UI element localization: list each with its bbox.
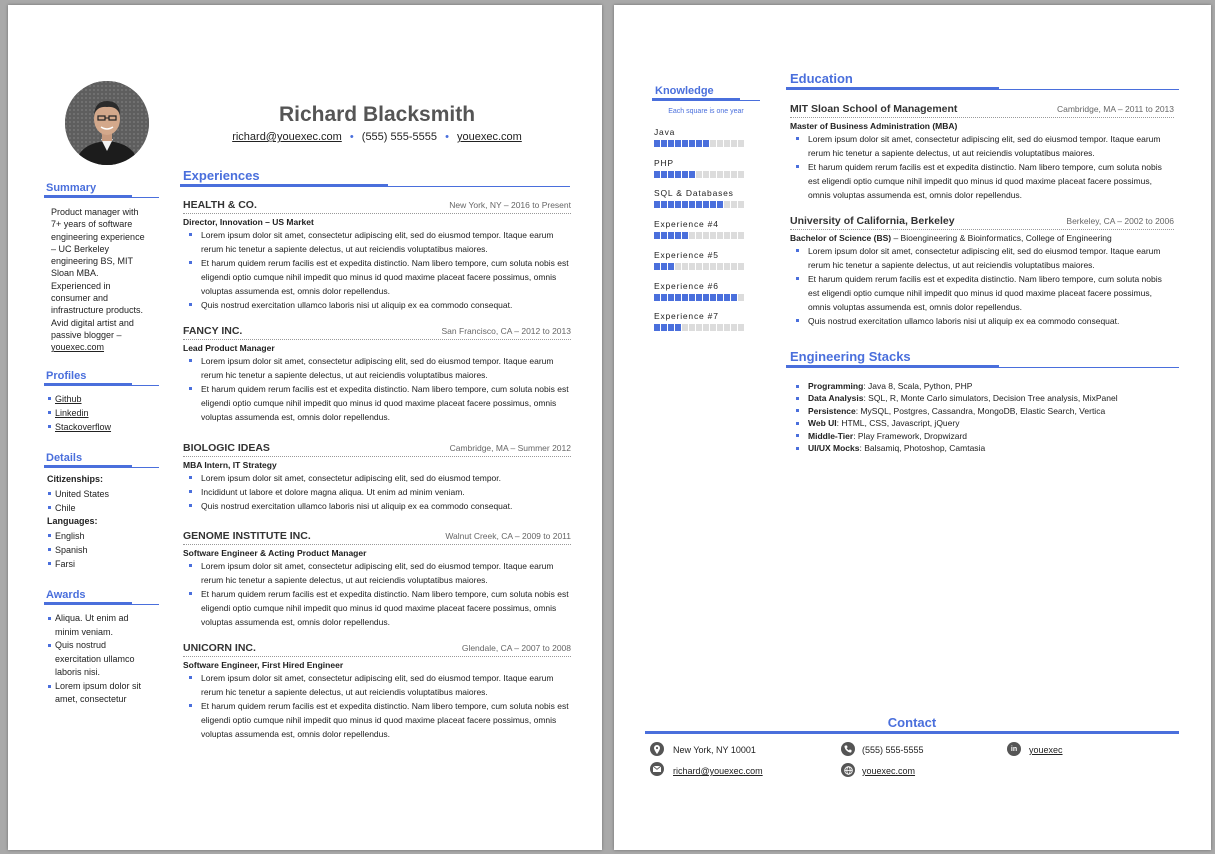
summary-website-link[interactable]: youexec.com bbox=[51, 342, 105, 353]
skill-year-filled bbox=[654, 324, 660, 331]
degree: Bachelor of Science (BS) – Bioengineering & Bioinformatics, College of Engineering bbox=[790, 233, 1112, 243]
skill-year-filled bbox=[661, 232, 667, 239]
summary-rule-thin bbox=[44, 197, 159, 198]
skill-year-filled bbox=[703, 140, 709, 147]
job-bullet: Quis nostrud exercitation ullamco laboris nisi ut aliquip ex ea commodo consequat. bbox=[183, 298, 571, 312]
skill-year-empty bbox=[696, 232, 702, 239]
degree: Master of Business Administration (MBA) bbox=[790, 121, 958, 131]
skill-year-filled bbox=[675, 201, 681, 208]
job-bullet: Lorem ipsum dolor sit amet, consectetur adipiscing elit, sed do eiusmod tempor. Itaque earum rerum hic tenetur a sapiente delectus, ut aut reiciendis voluptatibus maiores. bbox=[183, 559, 571, 587]
skill-entry bbox=[654, 281, 764, 301]
skill-year-empty bbox=[696, 263, 702, 270]
stack-item: Programming: Java 8, Scala, Python, PHP bbox=[786, 380, 1176, 392]
skill-year-empty bbox=[717, 140, 723, 147]
skill-year-filled bbox=[668, 140, 674, 147]
education-bullet: Lorem ipsum dolor sit amet, consectetur adipiscing elit, sed do eiusmod tempor. Itaque earum rerum hic tenetur a sapiente delectus, ut aut reiciendis voluptatibus maiores. bbox=[790, 244, 1174, 272]
skill-year-filled bbox=[661, 140, 667, 147]
job-bullet: Lorem ipsum dolor sit amet, consectetur adipiscing elit, sed do eiusmod tempor. Itaque earum rerum hic tenetur a sapiente delectus, ut aut reiciendis voluptatibus maiores. bbox=[183, 354, 571, 382]
job-role: Lead Product Manager bbox=[183, 343, 275, 353]
job-meta: New York, NY – 2016 to Present bbox=[449, 200, 571, 210]
header-separator: • bbox=[445, 131, 449, 143]
experiences-heading: Experiences bbox=[183, 168, 260, 183]
citizenship-item: United States bbox=[48, 487, 109, 501]
skill-year-filled bbox=[696, 201, 702, 208]
skill-year-empty bbox=[717, 263, 723, 270]
job-meta: San Francisco, CA – 2012 to 2013 bbox=[441, 326, 571, 336]
skill-year-empty bbox=[731, 324, 737, 331]
languages-label: Languages: bbox=[47, 516, 98, 526]
contact-rule bbox=[645, 731, 1179, 734]
skill-year-empty bbox=[710, 324, 716, 331]
knowledge-note: Each square is one year bbox=[668, 108, 744, 115]
job-company: GENOME INSTITUTE INC. bbox=[183, 530, 311, 542]
skill-year-filled bbox=[682, 232, 688, 239]
contact-address: New York, NY 10001 bbox=[673, 745, 756, 755]
profile-link-linkedin[interactable]: Linkedin bbox=[48, 406, 111, 420]
job-role: Director, Innovation – US Market bbox=[183, 217, 314, 227]
summary-heading: Summary bbox=[46, 182, 97, 194]
skill-year-filled bbox=[661, 201, 667, 208]
skill-bar bbox=[654, 232, 764, 239]
skill-name: SQL & Databases bbox=[654, 188, 734, 199]
skill-year-filled bbox=[661, 294, 667, 301]
globe-icon bbox=[841, 763, 855, 777]
skill-year-empty bbox=[738, 294, 744, 301]
knowledge-heading: Knowledge bbox=[655, 85, 714, 97]
skill-year-empty bbox=[717, 324, 723, 331]
skill-year-filled bbox=[717, 294, 723, 301]
contact-phone: (555) 555-5555 bbox=[862, 745, 924, 755]
stack-item: UI/UX Mocks: Balsamiq, Photoshop, Camtasia bbox=[786, 442, 1176, 454]
education-heading: Education bbox=[790, 71, 853, 86]
skill-year-empty bbox=[682, 324, 688, 331]
job-bullet: Et harum quidem rerum facilis est et expedita distinctio. Nam libero tempore, cum soluta nobis est eligendi optio cumque nihil impedit quo minus id quod maxime placeat facere possimus, omnis voluptas assumenda est, omnis dolor repellendus. bbox=[183, 587, 571, 629]
job-entry bbox=[183, 325, 571, 424]
header-separator: • bbox=[349, 131, 354, 143]
skill-year-filled bbox=[731, 294, 737, 301]
skill-year-filled bbox=[717, 201, 723, 208]
skill-year-filled bbox=[696, 140, 702, 147]
citizenship-label: Citizenships: bbox=[47, 474, 104, 484]
avatar bbox=[65, 81, 149, 165]
skill-year-filled bbox=[654, 263, 660, 270]
skill-bar bbox=[654, 201, 764, 208]
skill-year-empty bbox=[738, 232, 744, 239]
skill-year-empty bbox=[738, 263, 744, 270]
skill-year-filled bbox=[689, 171, 695, 178]
contact-heading: Contact bbox=[887, 715, 937, 730]
skill-year-filled bbox=[675, 294, 681, 301]
skill-year-filled bbox=[668, 263, 674, 270]
skill-year-empty bbox=[675, 263, 681, 270]
skill-year-empty bbox=[682, 263, 688, 270]
skill-year-empty bbox=[724, 171, 730, 178]
skill-year-empty bbox=[724, 232, 730, 239]
award-item: Quis nostrud exercitation ullamco laboris nisi. bbox=[48, 639, 153, 680]
job-bullet: Et harum quidem rerum facilis est et expedita distinctio. Nam libero tempore, cum soluta nobis est eligendi optio cumque nihil impedit quo minus id quod maxime placeat facere possimus, omnis voluptas assumenda est, omnis dolor repellendus. bbox=[183, 699, 571, 741]
skill-year-empty bbox=[731, 171, 737, 178]
profile-link-github[interactable]: Github bbox=[48, 392, 111, 406]
candidate-name: Richard Blacksmith bbox=[278, 103, 476, 126]
stack-item: Persistence: MySQL, Postgres, Cassandra, MongoDB, Elastic Search, Vertica bbox=[786, 405, 1176, 417]
skill-bar bbox=[654, 140, 764, 147]
skill-entry bbox=[654, 219, 764, 239]
job-bullet: Et harum quidem rerum facilis est et expedita distinctio. Nam libero tempore, cum soluta nobis est eligendi optio cumque nihil impedit quo minus id quod maxime placeat facere possimus, omnis voluptas assumenda est, omnis dolor repellendus. bbox=[183, 382, 571, 424]
skill-year-empty bbox=[717, 232, 723, 239]
skill-year-filled bbox=[654, 294, 660, 301]
job-entry bbox=[183, 199, 571, 312]
stacks-heading: Engineering Stacks bbox=[790, 349, 911, 364]
education-rule-thin bbox=[786, 89, 1179, 90]
skill-year-filled bbox=[654, 232, 660, 239]
skill-year-empty bbox=[731, 232, 737, 239]
skill-year-filled bbox=[703, 201, 709, 208]
skill-year-filled bbox=[661, 324, 667, 331]
skill-entry bbox=[654, 250, 764, 270]
school-name: MIT Sloan School of Management bbox=[790, 103, 958, 115]
skill-year-filled bbox=[724, 294, 730, 301]
stacks-list bbox=[786, 380, 1176, 454]
stack-item: Web UI: HTML, CSS, Javascript, jQuery bbox=[786, 417, 1176, 429]
contact-email-link[interactable]: richard@youexec.com bbox=[673, 766, 763, 776]
skill-year-empty bbox=[689, 324, 695, 331]
awards-list bbox=[48, 612, 153, 707]
skill-year-empty bbox=[731, 263, 737, 270]
skill-year-empty bbox=[703, 232, 709, 239]
skill-year-empty bbox=[710, 171, 716, 178]
skill-year-filled bbox=[696, 294, 702, 301]
skill-year-filled bbox=[675, 232, 681, 239]
skill-year-empty bbox=[689, 263, 695, 270]
skill-name: PHP bbox=[654, 157, 674, 168]
language-item: Farsi bbox=[48, 557, 88, 571]
job-company: UNICORN INC. bbox=[183, 642, 256, 654]
header-website-link[interactable]: youexec.com bbox=[457, 131, 522, 143]
skill-year-filled bbox=[668, 171, 674, 178]
skill-year-filled bbox=[682, 140, 688, 147]
header-phone: (555) 555-5555 bbox=[361, 131, 438, 143]
skill-name: Experience #6 bbox=[654, 280, 719, 291]
contact-linkedin-link[interactable]: youexec bbox=[1029, 745, 1063, 755]
school-name: University of California, Berkeley bbox=[790, 215, 955, 227]
education-bullet: Et harum quidem rerum facilis est et expedita distinctio. Nam libero tempore, cum soluta nobis est eligendi optio cumque nihil impedit quo minus id quod maxime placeat facere possimus, omnis voluptas assumenda est, omnis dolor repellendus. bbox=[790, 272, 1174, 314]
avatar-portrait-icon bbox=[65, 81, 149, 165]
skill-year-filled bbox=[654, 201, 660, 208]
award-item: Lorem ipsum dolor sit amet, consectetur bbox=[48, 680, 153, 707]
skill-year-filled bbox=[661, 171, 667, 178]
resume-page-2 bbox=[614, 5, 1211, 850]
skill-year-empty bbox=[724, 201, 730, 208]
skill-year-empty bbox=[738, 171, 744, 178]
header-email-link[interactable]: richard@youexec.com bbox=[232, 131, 342, 143]
stacks-rule-thin bbox=[786, 367, 1179, 368]
school-meta: Cambridge, MA – 2011 to 2013 bbox=[1056, 104, 1174, 114]
experiences-rule-thin bbox=[180, 186, 570, 187]
skill-year-filled bbox=[668, 324, 674, 331]
job-company: HEALTH & CO. bbox=[183, 199, 257, 211]
skill-year-filled bbox=[682, 201, 688, 208]
skill-entry bbox=[654, 127, 764, 147]
job-role: MBA Intern, IT Strategy bbox=[183, 460, 277, 470]
skill-year-empty bbox=[710, 140, 716, 147]
job-meta: Walnut Creek, CA – 2009 to 2011 bbox=[445, 531, 571, 541]
skill-year-empty bbox=[731, 201, 737, 208]
profile-link-stackoverflow[interactable]: Stackoverflow bbox=[48, 420, 111, 434]
skill-name: Experience #7 bbox=[654, 311, 719, 322]
job-meta: Glendale, CA – 2007 to 2008 bbox=[461, 643, 571, 653]
education-bullet: Quis nostrud exercitation ullamco laboris nisi ut aliquip ex ea commodo consequat. bbox=[790, 314, 1174, 328]
skill-year-empty bbox=[710, 263, 716, 270]
awards-rule-thin bbox=[44, 604, 159, 605]
skill-year-empty bbox=[724, 263, 730, 270]
job-entry bbox=[183, 530, 571, 629]
skill-year-empty bbox=[703, 263, 709, 270]
stack-item: Middle-Tier: Play Framework, Dropwizard bbox=[786, 430, 1176, 442]
awards-heading: Awards bbox=[46, 589, 86, 601]
job-bullet: Et harum quidem rerum facilis est et expedita distinctio. Nam libero tempore, cum soluta nobis est eligendi optio cumque nihil impedit quo minus id quod maxime placeat facere possimus, omnis voluptas assumenda est, omnis dolor repellendus. bbox=[183, 256, 571, 298]
job-entry bbox=[183, 642, 571, 741]
profiles-rule-thin bbox=[44, 385, 159, 386]
details-heading: Details bbox=[46, 452, 83, 464]
citizenship-item: Chile bbox=[48, 501, 109, 515]
email-icon bbox=[650, 762, 664, 776]
skill-year-empty bbox=[703, 171, 709, 178]
skill-year-empty bbox=[717, 171, 723, 178]
skill-year-empty bbox=[738, 201, 744, 208]
details-rule-thin bbox=[44, 467, 159, 468]
job-entry bbox=[183, 442, 571, 513]
job-bullet: Quis nostrud exercitation ullamco laboris nisi ut aliquip ex ea commodo consequat. bbox=[183, 499, 571, 513]
skill-name: Experience #4 bbox=[654, 219, 719, 230]
skill-entry bbox=[654, 311, 764, 331]
skill-year-filled bbox=[710, 294, 716, 301]
resume-page-1 bbox=[8, 5, 602, 850]
skill-year-empty bbox=[696, 324, 702, 331]
skill-name: Java bbox=[654, 127, 676, 137]
job-role: Software Engineer & Acting Product Manager bbox=[183, 548, 367, 558]
profiles-heading: Profiles bbox=[46, 370, 87, 382]
skill-year-filled bbox=[668, 232, 674, 239]
linkedin-icon[interactable]: in bbox=[1007, 742, 1021, 756]
summary-text-block bbox=[51, 206, 151, 354]
education-entry bbox=[790, 103, 1174, 202]
education-bullet: Et harum quidem rerum facilis est et expedita distinctio. Nam libero tempore, cum soluta nobis est eligendi optio cumque nihil impedit quo minus id quod maxime placeat facere possimus, omnis voluptas assumenda est, omnis dolor repellendus. bbox=[790, 160, 1174, 202]
job-company: FANCY INC. bbox=[183, 325, 243, 337]
job-bullet: Lorem ipsum dolor sit amet, consectetur adipiscing elit, sed do eiusmod tempor. Itaque earum rerum hic tenetur a sapiente delectus, ut aut reiciendis voluptatibus maiores. bbox=[183, 671, 571, 699]
language-item: English bbox=[48, 529, 88, 543]
skill-year-filled bbox=[675, 140, 681, 147]
languages-list bbox=[48, 529, 88, 571]
skill-year-filled bbox=[661, 263, 667, 270]
skill-year-empty bbox=[710, 232, 716, 239]
location-pin-icon bbox=[650, 742, 664, 756]
skill-bar bbox=[654, 171, 764, 178]
education-entry bbox=[790, 215, 1174, 328]
profiles-list bbox=[48, 392, 111, 434]
skill-year-empty bbox=[689, 232, 695, 239]
job-bullet: Incididunt ut labore et dolore magna aliqua. Ut enim ad minim veniam. bbox=[183, 485, 571, 499]
skill-year-filled bbox=[689, 140, 695, 147]
skill-year-filled bbox=[668, 294, 674, 301]
skill-year-filled bbox=[675, 324, 681, 331]
skill-year-filled bbox=[703, 294, 709, 301]
skill-year-filled bbox=[689, 294, 695, 301]
job-role: Software Engineer, First Hired Engineer bbox=[183, 660, 344, 670]
resume-header bbox=[183, 103, 571, 143]
stack-item: Data Analysis: SQL, R, Monte Carlo simulators, Decision Tree analysis, MixPanel bbox=[786, 392, 1176, 404]
citizenship-list bbox=[48, 487, 109, 515]
skill-year-filled bbox=[675, 171, 681, 178]
skill-bar bbox=[654, 294, 764, 301]
skill-year-filled bbox=[654, 171, 660, 178]
skill-entry bbox=[654, 188, 764, 208]
school-meta: Berkeley, CA – 2002 to 2006 bbox=[1066, 216, 1174, 226]
job-company: BIOLOGIC IDEAS bbox=[183, 442, 270, 454]
skill-year-filled bbox=[689, 201, 695, 208]
skill-year-filled bbox=[710, 201, 716, 208]
skill-year-filled bbox=[668, 201, 674, 208]
phone-icon bbox=[841, 742, 855, 756]
skill-year-empty bbox=[738, 324, 744, 331]
job-bullet: Lorem ipsum dolor sit amet, consectetur adipiscing elit, sed do eiusmod tempor. bbox=[183, 471, 571, 485]
skill-bar bbox=[654, 263, 764, 270]
skill-year-filled bbox=[654, 140, 660, 147]
skill-year-filled bbox=[682, 294, 688, 301]
job-bullet: Lorem ipsum dolor sit amet, consectetur adipiscing elit, sed do eiusmod tempor. Itaque earum rerum hic tenetur a sapiente delectus, ut aut reiciendis voluptatibus maiores. bbox=[183, 228, 571, 256]
skill-name: Experience #5 bbox=[654, 249, 719, 260]
summary-text: Product manager with 7+ years of software engineering experience – UC Berkeley engineering BS, MIT Sloan MBA. Experienced in consumer and infrastructure products. Avid digital artist and passive blogger – bbox=[51, 207, 145, 340]
knowledge-rule-thin bbox=[652, 100, 760, 101]
award-item: Aliqua. Ut enim ad minim veniam. bbox=[48, 612, 153, 639]
contact-website-link[interactable]: youexec.com bbox=[862, 766, 916, 776]
skill-year-empty bbox=[724, 324, 730, 331]
skill-bar bbox=[654, 324, 764, 331]
language-item: Spanish bbox=[48, 543, 88, 557]
skill-year-empty bbox=[696, 171, 702, 178]
education-bullet: Lorem ipsum dolor sit amet, consectetur adipiscing elit, sed do eiusmod tempor. Itaque earum rerum hic tenetur a sapiente delectus, ut aut reiciendis voluptatibus maiores. bbox=[790, 132, 1174, 160]
skill-year-empty bbox=[731, 140, 737, 147]
job-meta: Cambridge, MA – Summer 2012 bbox=[449, 443, 571, 453]
skill-year-empty bbox=[724, 140, 730, 147]
skill-year-filled bbox=[682, 171, 688, 178]
skill-year-empty bbox=[703, 324, 709, 331]
skill-entry bbox=[654, 158, 764, 178]
skill-year-empty bbox=[738, 140, 744, 147]
